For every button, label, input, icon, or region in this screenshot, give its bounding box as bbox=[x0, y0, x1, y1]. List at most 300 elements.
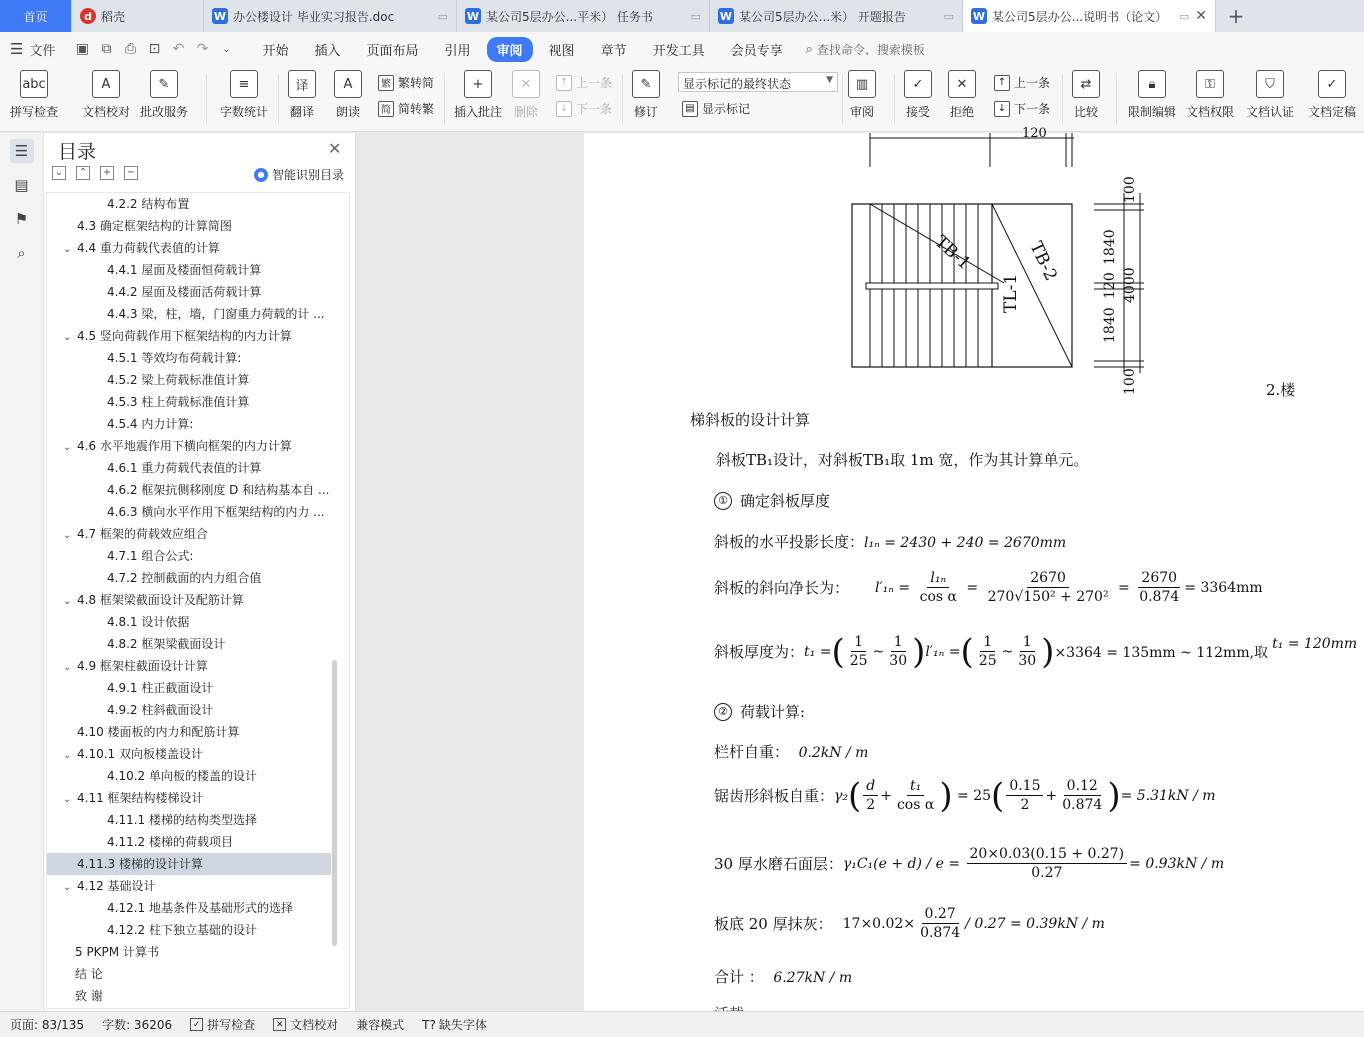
incl-label: 斜板的斜向净长为： bbox=[714, 579, 850, 597]
menu-item[interactable]: 页面布局 bbox=[366, 43, 419, 59]
toc-item[interactable] bbox=[47, 721, 331, 743]
collapse-all-icon[interactable]: ⌄ bbox=[52, 166, 66, 180]
step2-label: 荷载计算: bbox=[740, 703, 806, 721]
toc-item-label: 5 PKPM 计算书 bbox=[75, 945, 159, 959]
horizontal-length-line bbox=[714, 531, 1066, 552]
trad-to-simp-button[interactable] bbox=[378, 74, 434, 91]
document-page[interactable] bbox=[584, 126, 1364, 1011]
toc-item[interactable] bbox=[47, 281, 331, 303]
menu-item[interactable]: 开始 bbox=[262, 43, 289, 59]
toc-item[interactable] bbox=[47, 457, 331, 479]
track-changes-icon: ✎ bbox=[632, 70, 660, 98]
read-aloud-button[interactable] bbox=[334, 70, 362, 120]
toc-item-label: 4.4.1 屋面及楼面恒荷载计算 bbox=[107, 263, 262, 277]
toc-item[interactable] bbox=[47, 237, 331, 259]
preview-icon[interactable]: ⊡ bbox=[148, 41, 161, 57]
navigation-icon[interactable]: ▤ bbox=[14, 176, 29, 194]
shield-icon: ⛉ bbox=[1256, 70, 1284, 98]
accept-icon: ✓ bbox=[904, 70, 932, 98]
toc-item-label: 致 谢 bbox=[75, 989, 103, 1003]
plaster-pre: 17×0.02× bbox=[842, 915, 916, 932]
simp-to-trad-button[interactable] bbox=[378, 100, 434, 117]
tab-daoke[interactable] bbox=[72, 0, 204, 32]
chevron-down-icon[interactable]: ⌄ bbox=[63, 530, 72, 541]
toc-item-label: 4.5 竖向荷载作用下框架结构的内力计算 bbox=[77, 329, 292, 343]
menu-bar bbox=[0, 32, 1364, 66]
delete-comment-label: 删除 bbox=[513, 105, 538, 119]
incl-den2: 0.874 bbox=[1139, 589, 1180, 605]
prev-change-label: 上一条 bbox=[1014, 76, 1051, 90]
prev-icon: ↑ bbox=[556, 75, 572, 91]
toc-item-label: 4.11.2 楼梯的荷载项目 bbox=[107, 835, 233, 849]
tab-doc-proposal[interactable] bbox=[710, 0, 963, 32]
expand-all-icon[interactable]: ⌃ bbox=[76, 166, 90, 180]
show-marks-icon: ▤ bbox=[682, 101, 698, 117]
toc-item-label: 4.5.1 等效均布荷载计算: bbox=[107, 351, 242, 365]
toc-item[interactable] bbox=[47, 853, 331, 875]
compare-label: 比较 bbox=[1073, 105, 1098, 119]
toc-item-label: 4.2.2 结构布置 bbox=[107, 197, 190, 211]
compare-icon: ⇄ bbox=[1072, 70, 1100, 98]
toc-item-label: 4.8 框架梁截面设计及配筋计算 bbox=[77, 593, 244, 607]
next-comment-label: 下一条 bbox=[576, 102, 613, 116]
doc-finalize-button[interactable] bbox=[1308, 70, 1356, 120]
chevron-down-icon[interactable]: ⌄ bbox=[63, 332, 72, 343]
toc-item-label: 4.6 水平地震作用下横向框架的内力计算 bbox=[77, 439, 292, 453]
railing-weight-line bbox=[714, 741, 868, 762]
toc-item-label: 4.5.4 内力计算: bbox=[107, 417, 194, 431]
track-changes-label: 修订 bbox=[633, 105, 658, 119]
incl-result: = 3364mm bbox=[1184, 579, 1263, 596]
search-icon[interactable]: ⌕ bbox=[17, 244, 26, 262]
sum-label: 合计 ： bbox=[714, 968, 764, 986]
toc-item-label: 4.12 基础设计 bbox=[77, 879, 156, 893]
next-icon: ↓ bbox=[556, 101, 572, 117]
toc-item-label: 4.6.2 框架抗侧移刚度 D 和结构基本自 ... bbox=[107, 483, 330, 497]
dim-100-bot: 100 bbox=[1122, 368, 1138, 395]
toc-panel-icon[interactable]: ☰ bbox=[10, 139, 34, 163]
prev-change-button[interactable] bbox=[994, 74, 1050, 91]
plaster-result: / 0.27 = 0.39kN / m bbox=[965, 915, 1105, 932]
toc-item[interactable] bbox=[47, 941, 331, 963]
status-proofread[interactable] bbox=[273, 1016, 338, 1033]
toc-item-label: 4.12.1 地基条件及基础形式的选择 bbox=[107, 901, 293, 915]
markup-state-select[interactable] bbox=[678, 72, 838, 92]
chevron-down-icon[interactable]: ⌄ bbox=[63, 750, 72, 761]
toc-item[interactable] bbox=[47, 611, 331, 633]
search-icon: ⌕ bbox=[805, 41, 813, 57]
toc-item-label: 4.10.1 双向板楼盖设计 bbox=[77, 747, 203, 761]
menu-item[interactable]: 开发工具 bbox=[652, 43, 705, 59]
toc-item-label: 4.4.2 屋面及楼面活荷载计算 bbox=[107, 285, 262, 299]
tab-label: 某公司5层办公...米） 开题报告 bbox=[739, 9, 906, 24]
markup-state-value: 显示标记的最终状态 bbox=[683, 77, 792, 91]
word-doc-icon: W bbox=[466, 9, 480, 23]
toc-item[interactable] bbox=[47, 369, 331, 391]
dim-100-top: 100 bbox=[1122, 176, 1138, 203]
command-search[interactable] bbox=[806, 41, 925, 58]
left-icon-rail bbox=[0, 133, 44, 1011]
status-spellcheck-label: 拼写检查 bbox=[207, 1018, 256, 1032]
toc-item[interactable] bbox=[47, 765, 331, 787]
compat-mode: 兼容模式 bbox=[356, 1018, 405, 1032]
step1-number: ① bbox=[714, 492, 732, 510]
sum-value: 6.27kN / m bbox=[773, 970, 853, 986]
daoke-icon: d bbox=[80, 8, 96, 24]
doc-permission-label: 文档权限 bbox=[1186, 105, 1235, 119]
show-marks-button[interactable] bbox=[682, 100, 750, 117]
menu-item[interactable]: 插入 bbox=[314, 43, 341, 59]
reject-label: 拒绝 bbox=[949, 105, 974, 119]
toc-item[interactable] bbox=[47, 215, 331, 237]
close-tab-icon[interactable]: ✕ bbox=[1195, 8, 1207, 24]
missing-fonts-label: 缺失字体 bbox=[438, 1018, 487, 1032]
incl-num2: 2670 bbox=[1138, 569, 1180, 588]
toc-item[interactable] bbox=[47, 831, 331, 853]
step1-label: 确定斜板厚度 bbox=[740, 492, 831, 510]
status-bar bbox=[0, 1011, 1364, 1037]
horiz-equation: l₁ₙ = 2430 + 240 = 2670mm bbox=[864, 535, 1067, 551]
thick-take: t₁ = 120mm bbox=[1272, 635, 1358, 652]
toc-item[interactable] bbox=[47, 325, 331, 347]
plaster-label: 板底 20 厚抹灰： bbox=[714, 915, 833, 933]
document-area bbox=[356, 126, 1364, 1011]
menu-items bbox=[249, 37, 795, 62]
toc-item-label: 4.10.2 单向板的楼盖的设计 bbox=[107, 769, 257, 783]
track-changes-button[interactable] bbox=[632, 70, 660, 120]
remove-heading-icon[interactable]: − bbox=[124, 166, 138, 180]
show-marks-label: 显示标记 bbox=[702, 102, 751, 116]
status-proofread-label: 文档校对 bbox=[290, 1018, 339, 1032]
tl1-label: TL-1 bbox=[1001, 273, 1021, 313]
insert-comment-button[interactable] bbox=[454, 70, 502, 120]
permission-icon: ⚿ bbox=[1196, 70, 1224, 98]
dim-120-mid: 120 bbox=[1102, 272, 1118, 299]
missing-fonts[interactable] bbox=[422, 1016, 487, 1033]
spellcheck-icon: abc bbox=[20, 70, 48, 98]
step2-number: ② bbox=[714, 703, 732, 721]
trad-to-simp-label: 繁转简 bbox=[398, 76, 435, 90]
stair-plan-drawing bbox=[584, 126, 1364, 403]
accept-label: 接受 bbox=[905, 105, 930, 119]
tab-label: 某公司5层办公...说明书（论文） bbox=[992, 9, 1168, 24]
menu-item[interactable]: 视图 bbox=[548, 43, 575, 59]
review-pane-label: 审阅 bbox=[849, 105, 874, 119]
drawing-caption: 2.楼 bbox=[1266, 381, 1296, 399]
step1-heading bbox=[714, 490, 830, 511]
doc-certify-button[interactable] bbox=[1246, 70, 1294, 120]
toc-item[interactable] bbox=[47, 743, 331, 765]
ribbon-divider bbox=[894, 74, 895, 124]
delete-comment-button[interactable] bbox=[512, 70, 540, 120]
incl-num1: 2670 bbox=[1027, 569, 1069, 588]
word-count-icon: ≡ bbox=[230, 70, 258, 98]
restrict-editing-button[interactable] bbox=[1128, 70, 1176, 120]
status-spellcheck[interactable] bbox=[190, 1016, 255, 1033]
ribbon-divider bbox=[444, 74, 445, 124]
toc-item[interactable] bbox=[47, 677, 331, 699]
toc-scrollbar[interactable] bbox=[332, 660, 337, 946]
menu-item[interactable]: 引用 bbox=[444, 43, 471, 59]
toc-item-label: 4.3 确定框架结构的计算简图 bbox=[77, 219, 232, 233]
spellcheck-label: 拼写检查 bbox=[10, 105, 59, 119]
chevron-down-icon[interactable]: ⌄ bbox=[63, 596, 72, 607]
translate-label: 翻译 bbox=[289, 105, 314, 119]
word-doc-icon: W bbox=[972, 9, 986, 23]
prev-comment-button[interactable] bbox=[556, 74, 612, 91]
rail-value: 0.2kN / m bbox=[798, 745, 869, 761]
more-icon[interactable]: ⌄ bbox=[222, 43, 231, 55]
toc-item[interactable] bbox=[47, 589, 331, 611]
review-pane-icon: ▥ bbox=[848, 70, 876, 98]
simp-to-trad-label: 简转繁 bbox=[398, 102, 435, 116]
tab-label: 办公楼设计 毕业实习报告.doc bbox=[233, 9, 395, 24]
thick-label: 斜板厚度为： bbox=[714, 643, 805, 661]
next-change-icon: ↓ bbox=[994, 101, 1010, 117]
doc-certify-label: 文档认证 bbox=[1246, 105, 1295, 119]
tab-home[interactable] bbox=[0, 0, 72, 32]
doc-proofread-button[interactable] bbox=[82, 70, 130, 120]
plaster-num: 0.27 bbox=[922, 905, 959, 924]
insert-comment-label: 插入批注 bbox=[454, 105, 503, 119]
toc-item[interactable] bbox=[47, 347, 331, 369]
bookmark-icon[interactable]: ⚑ bbox=[14, 210, 29, 228]
toc-item[interactable] bbox=[47, 193, 331, 215]
toc-item[interactable] bbox=[47, 633, 331, 655]
toc-item-label: 4.8.2 框架梁截面设计 bbox=[107, 637, 226, 651]
tb1-label: TB-1 bbox=[930, 231, 975, 274]
toc-item-label: 4.5.2 梁上荷载标准值计算 bbox=[107, 373, 250, 387]
prev-comment-label: 上一条 bbox=[576, 76, 613, 90]
checkbox-icon: ✓ bbox=[190, 1018, 203, 1031]
tab-daoke-label: 稻壳 bbox=[101, 9, 126, 24]
translate-icon: 译 bbox=[288, 70, 316, 98]
toc-item[interactable] bbox=[47, 523, 331, 545]
insert-comment-icon: + bbox=[464, 70, 492, 98]
horiz-label: 斜板的水平投影长度： bbox=[714, 533, 865, 551]
toc-item-label: 4.11.3 楼梯的设计计算 bbox=[77, 857, 203, 871]
hamburger-icon[interactable]: ☰ bbox=[10, 40, 24, 58]
toc-item[interactable] bbox=[47, 391, 331, 413]
terr-num: 20×0.03(0.15 + 0.27) bbox=[967, 845, 1128, 864]
word-doc-icon: W bbox=[719, 9, 733, 23]
toc-item-label: 4.6.1 重力荷载代表值的计算 bbox=[107, 461, 262, 475]
close-icon[interactable]: ✕ bbox=[328, 139, 342, 158]
toc-item[interactable] bbox=[47, 985, 331, 1007]
menu-item[interactable]: 章节 bbox=[600, 43, 627, 59]
chevron-down-icon[interactable]: ⌄ bbox=[63, 882, 72, 893]
section-heading: 梯斜板的设计计算 bbox=[690, 411, 811, 429]
chevron-down-icon[interactable]: ⌄ bbox=[63, 442, 72, 453]
proof-service-label: 批改服务 bbox=[140, 105, 189, 119]
incl-den1: 270√150² + 270² bbox=[987, 589, 1109, 605]
command-search-label: 查找命令、搜索模板 bbox=[816, 42, 925, 57]
word-doc-icon: W bbox=[213, 9, 227, 23]
ribbon-divider bbox=[206, 74, 207, 124]
chevron-down-icon: ▼ bbox=[826, 75, 833, 85]
smart-toc-icon: ● bbox=[254, 168, 268, 182]
toc-item-label: 4.9.1 柱正截面设计 bbox=[107, 681, 214, 695]
toc-item[interactable] bbox=[47, 655, 331, 677]
accept-button[interactable] bbox=[904, 70, 932, 120]
tab-doc-internship-report[interactable] bbox=[204, 0, 457, 32]
chevron-down-icon[interactable]: ⌄ bbox=[63, 662, 72, 673]
toc-item-label: 4.11 框架结构楼梯设计 bbox=[77, 791, 204, 805]
page-indicator[interactable]: 页面: 83/135 bbox=[10, 1018, 85, 1032]
toc-item[interactable] bbox=[47, 435, 331, 457]
trad-simp-icon: 繁 bbox=[378, 75, 394, 91]
toc-item[interactable] bbox=[47, 479, 331, 501]
new-tab-button[interactable]: + bbox=[1227, 4, 1245, 28]
tb2-label: TB-2 bbox=[1025, 238, 1061, 285]
saw-label: 锯齿形斜板自重： bbox=[714, 787, 835, 805]
restrict-editing-label: 限制编辑 bbox=[1128, 105, 1177, 119]
lock-icon: 🔒︎ bbox=[1138, 70, 1166, 98]
toc-item[interactable] bbox=[47, 545, 331, 567]
tab-doc-assignment[interactable] bbox=[457, 0, 710, 32]
toc-item[interactable] bbox=[47, 963, 331, 985]
export-icon[interactable]: ⧉ bbox=[101, 41, 112, 57]
toc-item-label: 4.4 重力荷载代表值的计算 bbox=[77, 241, 220, 255]
toc-item[interactable] bbox=[47, 303, 331, 325]
cloud-status-icon: ▭ bbox=[437, 9, 448, 23]
toc-controls bbox=[52, 166, 148, 180]
smart-toc-label: 智能识别目录 bbox=[272, 168, 345, 182]
delete-comment-icon: ✕ bbox=[512, 70, 540, 98]
plaster-den: 0.874 bbox=[920, 925, 961, 941]
dim-1840-top: 1840 bbox=[1102, 229, 1118, 265]
menu-item[interactable]: 审阅 bbox=[487, 37, 533, 62]
toc-title: 目录 bbox=[58, 141, 97, 163]
next-change-label: 下一条 bbox=[1014, 102, 1051, 116]
dim-1840-bot: 1840 bbox=[1102, 307, 1118, 343]
cloud-status-icon: ▭ bbox=[943, 9, 954, 23]
intro-paragraph: 斜板TB₁设计，对斜板TB₁取 1m 宽，作为其计算单元。 bbox=[716, 451, 1089, 469]
toc-item[interactable] bbox=[47, 413, 331, 435]
toc-item-label: 结 论 bbox=[75, 967, 103, 981]
toc-item[interactable] bbox=[47, 787, 331, 809]
step2-heading bbox=[714, 701, 805, 722]
cloud-status-icon: ▭ bbox=[1178, 9, 1190, 23]
toc-item-label: 4.12.2 柱下独立基础的设计 bbox=[107, 923, 257, 937]
terr-result: = 0.93kN / m bbox=[1129, 855, 1225, 872]
ribbon-divider bbox=[622, 74, 623, 124]
proof-service-button[interactable] bbox=[140, 70, 188, 120]
toc-item-label: 4.9 框架柱截面设计计算 bbox=[77, 659, 208, 673]
doc-proofread-label: 文档校对 bbox=[82, 105, 131, 119]
dim-4000-total: 4000 bbox=[1122, 267, 1138, 303]
file-menu[interactable]: 文件 bbox=[29, 43, 56, 59]
chevron-down-icon[interactable]: ⌄ bbox=[63, 794, 72, 805]
compare-button[interactable] bbox=[1072, 70, 1100, 120]
toc-item-label: 4.4.3 梁，柱，墙，门窗重力荷载的计 ... bbox=[107, 307, 325, 321]
terr-label: 30 厚水磨石面层： bbox=[714, 855, 843, 873]
dim-top-label: 120 bbox=[1022, 126, 1047, 141]
thick-result: ×3364 = 135mm ~ 112mm,取 bbox=[1054, 644, 1269, 661]
tab-home-label: 首页 bbox=[23, 9, 48, 24]
toc-item-label: 4.9.2 柱斜截面设计 bbox=[107, 703, 214, 717]
doc-permission-button[interactable] bbox=[1186, 70, 1234, 120]
toc-item[interactable] bbox=[47, 567, 331, 589]
read-aloud-label: 朗读 bbox=[335, 105, 360, 119]
toc-item-label: 4.7 框架的荷载效应组合 bbox=[77, 527, 208, 541]
menu-item[interactable]: 会员专享 bbox=[730, 43, 783, 59]
ribbon-divider bbox=[278, 74, 279, 124]
smart-toc-button[interactable] bbox=[254, 166, 344, 183]
redo-icon[interactable]: ↷ bbox=[196, 41, 209, 57]
toc-panel bbox=[44, 133, 356, 1011]
toc-item[interactable] bbox=[47, 897, 331, 919]
toc-item[interactable] bbox=[47, 699, 331, 721]
cloud-status-icon: ▭ bbox=[690, 9, 701, 23]
reject-button[interactable] bbox=[948, 70, 976, 120]
tab-label: 某公司5层办公...平米） 任务书 bbox=[486, 9, 653, 24]
toc-item-label: 4.11.1 楼梯的结构类型选择 bbox=[107, 813, 257, 827]
translate-button[interactable] bbox=[288, 70, 316, 120]
font-icon: T? bbox=[422, 1017, 436, 1032]
ribbon-divider bbox=[1062, 74, 1063, 124]
next-change-button[interactable] bbox=[994, 100, 1050, 117]
review-pane-button[interactable] bbox=[848, 70, 876, 120]
print-icon[interactable]: ⎙ bbox=[124, 41, 137, 57]
word-count-button[interactable] bbox=[220, 70, 268, 120]
toc-item[interactable] bbox=[47, 875, 331, 897]
simp-trad-icon: 简 bbox=[378, 101, 394, 117]
ribbon-divider bbox=[1116, 74, 1117, 124]
reject-icon: ✕ bbox=[948, 70, 976, 98]
tab-doc-thesis[interactable] bbox=[963, 0, 1216, 32]
toc-list bbox=[46, 192, 350, 1009]
chevron-down-icon[interactable]: ⌄ bbox=[63, 244, 72, 255]
word-count-label: 字数统计 bbox=[220, 105, 269, 119]
proof-service-icon: ✎ bbox=[150, 70, 178, 98]
thickness-line: 斜板厚度为： t₁ = ( $\frac{1}{25}$ ~ $\frac{1}{30}$ ) l′₁ₙ = ( $\frac{1}{25}$ ~ $\frac{1}{30}$ ) ×3364 = 135mm ~ 112mm,取 t₁ = 120mm bbox=[714, 631, 1358, 672]
terrazzo-line: 30 厚水磨石面层： γ₁C₁(e + d) / e = $\frac{20\times 0.03(0.15 + 0.27)}{0.27}$ = 0.93kN / m bbox=[714, 846, 1225, 881]
toc-item[interactable] bbox=[47, 501, 331, 523]
inclined-length-line: 斜板的斜向净长为： l′₁ₙ = $\frac{\text{l₁ₙ}}{\text{cos α}}$ = $\frac{2670}{\text{270√150² + 270²}}$ = $\frac{2670}{0.874}$ = 3364mm bbox=[714, 570, 1263, 605]
toc-item-label: 4.5.3 柱上荷载标准值计算 bbox=[107, 395, 250, 409]
undo-icon[interactable]: ↶ bbox=[172, 41, 185, 57]
toc-item-label: 4.7.1 组合公式: bbox=[107, 549, 194, 563]
toc-item-label: 4.6.3 横向水平作用下框架结构的内力 ... bbox=[107, 505, 325, 519]
plaster-line bbox=[714, 905, 1105, 942]
read-aloud-icon: A bbox=[334, 70, 362, 98]
tab-bar bbox=[0, 0, 1364, 32]
doc-finalize-label: 文档定稿 bbox=[1308, 105, 1357, 119]
terr-den: 0.27 bbox=[1031, 865, 1063, 881]
prev-change-icon: ↑ bbox=[994, 75, 1010, 91]
toc-item[interactable] bbox=[47, 919, 331, 941]
proofread-status-icon: ✕ bbox=[273, 1018, 286, 1031]
sawtooth-weight-line: 锯齿形斜板自重： γ₂ ( $\frac{d}{2}$ + $\frac{\text{t₁}}{\text{cos α}}$ ) = 25 ( $\frac{0.15}{2}$ + $\frac{0.12}{0.874}$ ) = 5.31kN / m bbox=[714, 775, 1216, 816]
toc-item-label: 4.10 楼面板的内力和配筋计算 bbox=[77, 725, 240, 739]
spellcheck-button[interactable] bbox=[10, 70, 58, 120]
ribbon-divider bbox=[842, 74, 843, 124]
doc-proofread-icon: A bbox=[92, 70, 120, 98]
word-count-indicator[interactable]: 字数: 36206 bbox=[102, 1018, 173, 1032]
save-icon[interactable]: ▣ bbox=[75, 41, 90, 57]
finalize-icon: ✓ bbox=[1318, 70, 1346, 98]
next-comment-button[interactable] bbox=[556, 100, 612, 117]
toc-item[interactable] bbox=[47, 809, 331, 831]
saw-result: = 5.31kN / m bbox=[1120, 787, 1216, 804]
toc-item-label: 4.8.1 设计依据 bbox=[107, 615, 190, 629]
toc-item[interactable] bbox=[47, 259, 331, 281]
total-line bbox=[714, 966, 852, 987]
rail-label: 栏杆自重： bbox=[714, 743, 790, 761]
toc-item-label: 4.7.2 控制截面的内力组合值 bbox=[107, 571, 262, 585]
add-heading-icon[interactable]: + bbox=[100, 166, 114, 180]
